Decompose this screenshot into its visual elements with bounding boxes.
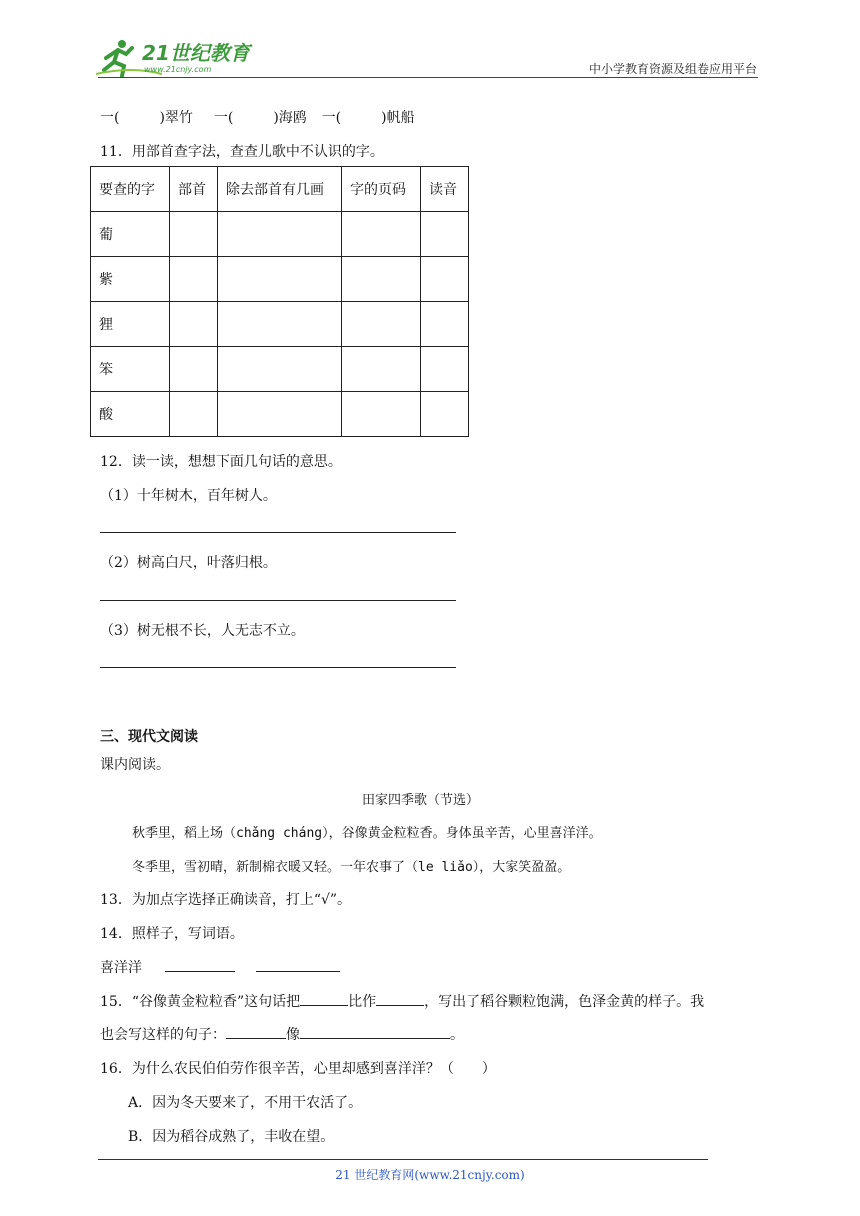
proverb-1: （1）十年树木，百年树人。 [100, 488, 277, 504]
measure-word-line [100, 107, 415, 127]
answer-cell[interactable] [218, 212, 342, 257]
q15-blank-1[interactable] [300, 991, 348, 1006]
site-logo [92, 36, 262, 78]
q15-text: 15．“谷像黄金粒粒香”这句话把 [100, 994, 301, 1010]
footer-divider [98, 1159, 708, 1160]
blank-open: 一( [100, 110, 120, 126]
blank-open: 一( [321, 110, 342, 126]
section-heading: 三、现代文阅读 [100, 729, 198, 745]
header-cell: 除去部首有几画 [218, 167, 342, 212]
header-divider [98, 77, 758, 78]
poem-line-1: 秋季里，稻上场（chǎng cháng），谷像黄金粒粒香。身体虽辛苦，心里喜洋洋。 [132, 826, 602, 841]
table-row [91, 302, 469, 347]
q15-text: 也会写这样的句子： [100, 1027, 226, 1043]
answer-cell[interactable] [421, 302, 469, 347]
char-cell: 紫 [91, 257, 170, 302]
answer-cell[interactable] [218, 392, 342, 437]
answer-cell[interactable] [170, 347, 218, 392]
answer-cell[interactable] [421, 257, 469, 302]
answer-cell[interactable] [170, 212, 218, 257]
answer-cell[interactable] [342, 392, 421, 437]
blank-open: 一( [213, 110, 234, 126]
table-row [91, 347, 469, 392]
option-b[interactable]: B．因为稻谷成熟了，丰收在望。 [128, 1129, 335, 1145]
answer-cell[interactable] [421, 212, 469, 257]
question-13: 13．为加点字选择正确读音，打上“√”。 [100, 892, 352, 908]
logo-text: 21世纪教育 [142, 41, 250, 65]
word-blank-2[interactable] [256, 957, 340, 972]
header-cell: 要查的字 [91, 167, 170, 212]
word-blank-1[interactable] [165, 957, 235, 972]
q15-text: ，写出了稻谷颗粒饱满，色泽金黄的样子。我 [424, 994, 705, 1010]
answer-cell[interactable] [421, 347, 469, 392]
table-row [91, 392, 469, 437]
answer-cell[interactable] [342, 257, 421, 302]
q15-blank-3[interactable] [226, 1024, 286, 1039]
example-word: 喜洋洋 [100, 960, 142, 976]
q15-blank-4[interactable] [300, 1024, 450, 1039]
question-14-title: 14．照样子，写词语。 [100, 926, 244, 942]
answer-cell[interactable] [170, 392, 218, 437]
answer-cell[interactable] [218, 347, 342, 392]
header-cell: 部首 [170, 167, 218, 212]
answer-cell[interactable] [218, 302, 342, 347]
word-haiou: )海鸥 [273, 110, 307, 126]
question-16-title: 16．为什么农民伯伯劳作很辛苦，心里却感到喜洋洋？（ ） [100, 1061, 496, 1077]
question-12-title: 12．读一读，想想下面几句话的意思。 [100, 454, 342, 470]
logo-url: www.21cnjy.com [144, 65, 212, 74]
answer-cell[interactable] [218, 257, 342, 302]
q15-text: 。 [450, 1027, 464, 1043]
q15-blank-2[interactable] [376, 991, 424, 1006]
answer-cell[interactable] [342, 212, 421, 257]
poem-title: 田家四季歌（节选） [362, 793, 480, 808]
answer-line-3[interactable] [100, 667, 456, 668]
table-row [91, 212, 469, 257]
header-cell: 读音 [421, 167, 469, 212]
answer-cell[interactable] [342, 302, 421, 347]
answer-line-1[interactable] [100, 532, 456, 533]
answer-cell[interactable] [342, 347, 421, 392]
char-cell: 葡 [91, 212, 170, 257]
section-intro: 课内阅读。 [100, 757, 170, 773]
table-row [91, 257, 469, 302]
question-11-title: 11．用部首查字法，查查儿歌中不认识的字。 [100, 144, 384, 160]
char-cell: 酸 [91, 392, 170, 437]
word-example-line [100, 957, 340, 977]
char-cell: 狸 [91, 302, 170, 347]
proverb-2: （2）树高白尺，叶落归根。 [100, 555, 277, 571]
poem-line-2: 冬季里，雪初晴，新制棉衣暖又轻。一年农事了（le liǎo），大家笑盈盈。 [132, 860, 571, 875]
answer-line-2[interactable] [100, 600, 456, 601]
proverb-3: （3）树无根不长，人无志不立。 [100, 623, 305, 639]
header-cell: 字的页码 [342, 167, 421, 212]
question-15-line-2 [100, 1024, 464, 1044]
question-15-line-1 [100, 991, 704, 1011]
platform-name: 中小学教育资源及组卷应用平台 [588, 62, 757, 76]
char-cell: 笨 [91, 347, 170, 392]
option-a[interactable]: A．因为冬天要来了，不用干农活了。 [128, 1095, 363, 1111]
answer-cell[interactable] [170, 302, 218, 347]
answer-cell[interactable] [170, 257, 218, 302]
radical-lookup-table [90, 166, 469, 437]
q15-text: 比作 [348, 994, 377, 1010]
word-cuizhu: )翠竹 [159, 110, 193, 126]
table-header-row [91, 167, 469, 212]
word-fanchuan: )帆船 [381, 110, 415, 126]
footer-text: 21 世纪教育网(www.21cnjy.com) [335, 1168, 525, 1182]
q15-text: 像 [286, 1027, 300, 1043]
answer-cell[interactable] [421, 392, 469, 437]
